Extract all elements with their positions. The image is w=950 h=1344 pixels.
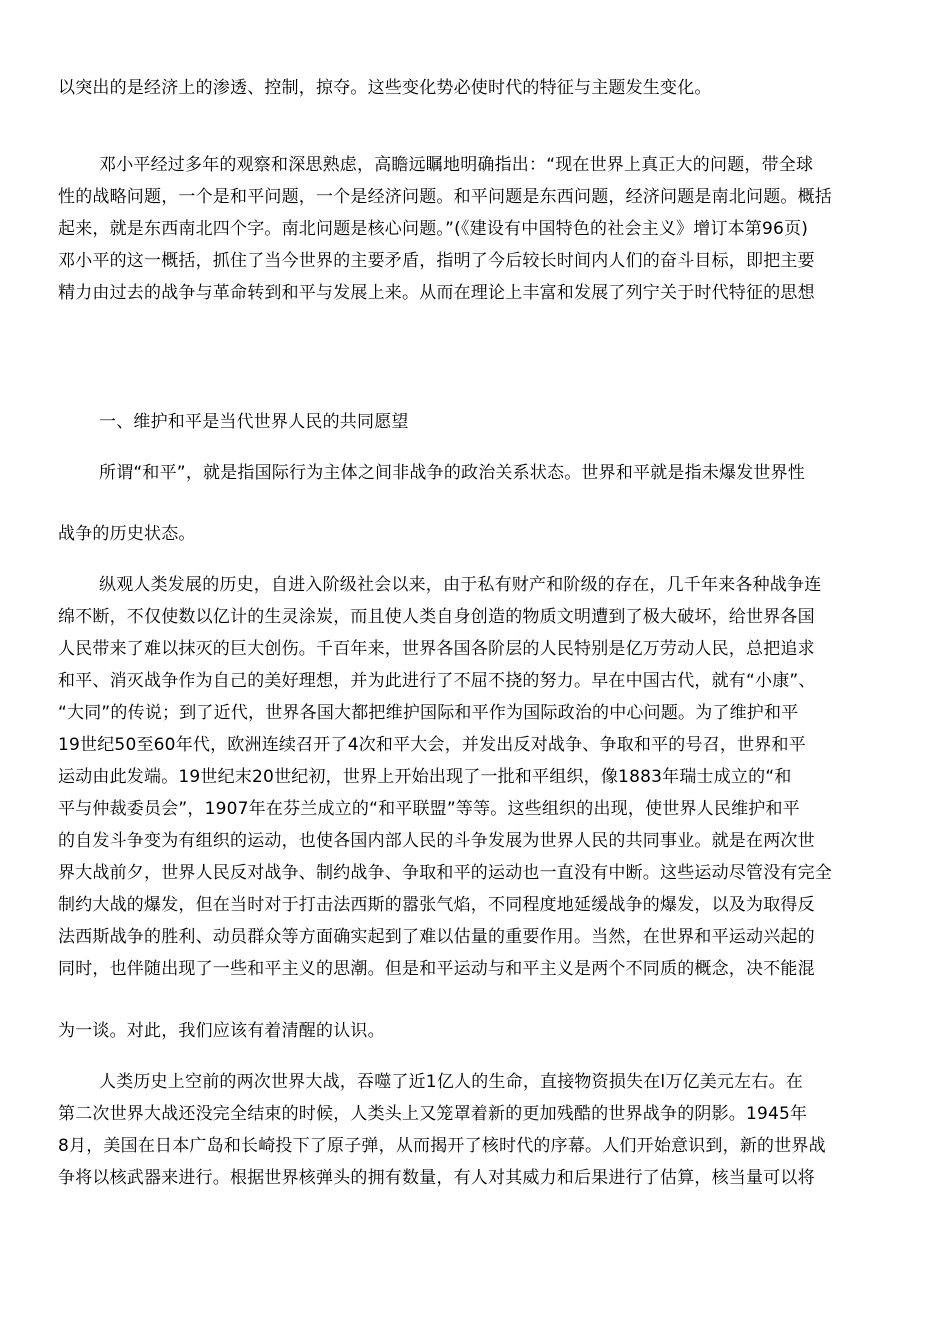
text-line: 精力由过去的战争与革命转到和平与发展上来。从而在理论上丰富和发展了列宁关于时代特征的思想 xyxy=(58,283,815,303)
text-line: 人民带来了难以抹灭的巨大创伤。千百年来，世界各国各阶层的人民特别是亿万劳动人民，总把追求 xyxy=(58,639,815,659)
text-line: 运动由此发端。19世纪末20世纪初，世界上开始出现了一批和平组织，像1883年瑞士成立的“和 xyxy=(58,767,792,787)
text-line: 第二次世界大战还没完全结束的时候，人类头上又笼罩着新的更加残酷的世界战争的阴影。1945年 xyxy=(58,1104,808,1124)
section-heading: 一、维护和平是当代世界人民的共同愿望 xyxy=(99,412,409,432)
paragraph-first-line: 纵观人类发展的历史，自进入阶级社会以来，由于私有财产和阶级的存在，几千年来各种战争连 xyxy=(99,575,822,595)
text-line: 起来，就是东西南北四个字。南北问题是核心问题。”(《建设有中国特色的社会主义》增订本第96页) xyxy=(58,219,809,239)
paragraph-first-line: 人类历史上空前的两次世界大战，吞噬了近1亿人的生命，直接物资损失在l万亿美元左右。在 xyxy=(99,1072,803,1092)
text-line: 的自发斗争变为有组织的运动，也使各国内部人民的斗争发展为世界人民的共同事业。就是在两次世 xyxy=(58,831,815,851)
text-line: 19世纪50至60年代，欧洲连续召开了4次和平大会，并发出反对战争、争取和平的号召，世界和平 xyxy=(58,735,806,755)
text-line: 邓小平的这一概括，抓住了当今世界的主要矛盾，指明了今后较长时间内人们的奋斗目标，即把主要 xyxy=(58,251,815,271)
text-line: 同时，也伴随出现了一些和平主义的思潮。但是和平运动与和平主义是两个不同质的概念，决不能混 xyxy=(58,959,815,979)
text-line: 战争的历史状态。 xyxy=(58,524,196,544)
text-line: 以突出的是经济上的渗透、控制，掠夺。这些变化势必使时代的特征与主题发生变化。 xyxy=(58,78,712,98)
text-line: 为一谈。对此，我们应该有着清醒的认识。 xyxy=(58,1021,385,1041)
paragraph-first-line: 邓小平经过多年的观察和深思熟虑，高瞻远瞩地明确指出：“现在世界上真正大的问题，带全球 xyxy=(99,155,814,175)
text-line: 8月，美国在日本广岛和长崎投下了原子弹，从而揭开了核时代的序幕。人们开始意识到，新的世界战 xyxy=(58,1136,826,1156)
text-line: 性的战略问题，一个是和平问题，一个是经济问题。和平问题是东西问题，经济问题是南北问题。概括 xyxy=(58,187,832,207)
text-line: 和平、消灭战争作为自己的美好理想，并为此进行了不屈不挠的努力。早在中国古代，就有“小康”、 xyxy=(58,671,816,691)
text-line: 绵不断，不仅使数以亿计的生灵涂炭，而且使人类自身创造的物质文明遭到了极大破坏，给世界各国 xyxy=(58,607,815,627)
text-line: 争将以核武器来进行。根据世界核弹头的拥有数量，有人对其威力和后果进行了估算，核当量可以将 xyxy=(58,1168,815,1188)
text-line: 制约大战的爆发，但在当时对于打击法西斯的嚣张气焰，不同程度地延缓战争的爆发，以及为取得反 xyxy=(58,895,815,915)
text-line: 法西斯战争的胜利、动员群众等方面确实起到了难以估量的重要作用。当然，在世界和平运动兴起的 xyxy=(58,927,815,947)
text-line: 界大战前夕，世界人民反对战争、制约战争、争取和平的运动也一直没有中断。这些运动尽管没有完全 xyxy=(58,863,832,883)
paragraph-first-line: 所谓“和平”，就是指国际行为主体之间非战争的政治关系状态。世界和平就是指未爆发世界性 xyxy=(99,463,806,483)
text-line: “大同”的传说；到了近代，世界各国大都把维护国际和平作为国际政治的中心问题。为了维护和平 xyxy=(58,703,799,723)
text-line: 平与仲裁委员会”，1907年在芬兰成立的“和平联盟”等等。这些组织的出现，使世界人民维护和平 xyxy=(58,799,800,819)
